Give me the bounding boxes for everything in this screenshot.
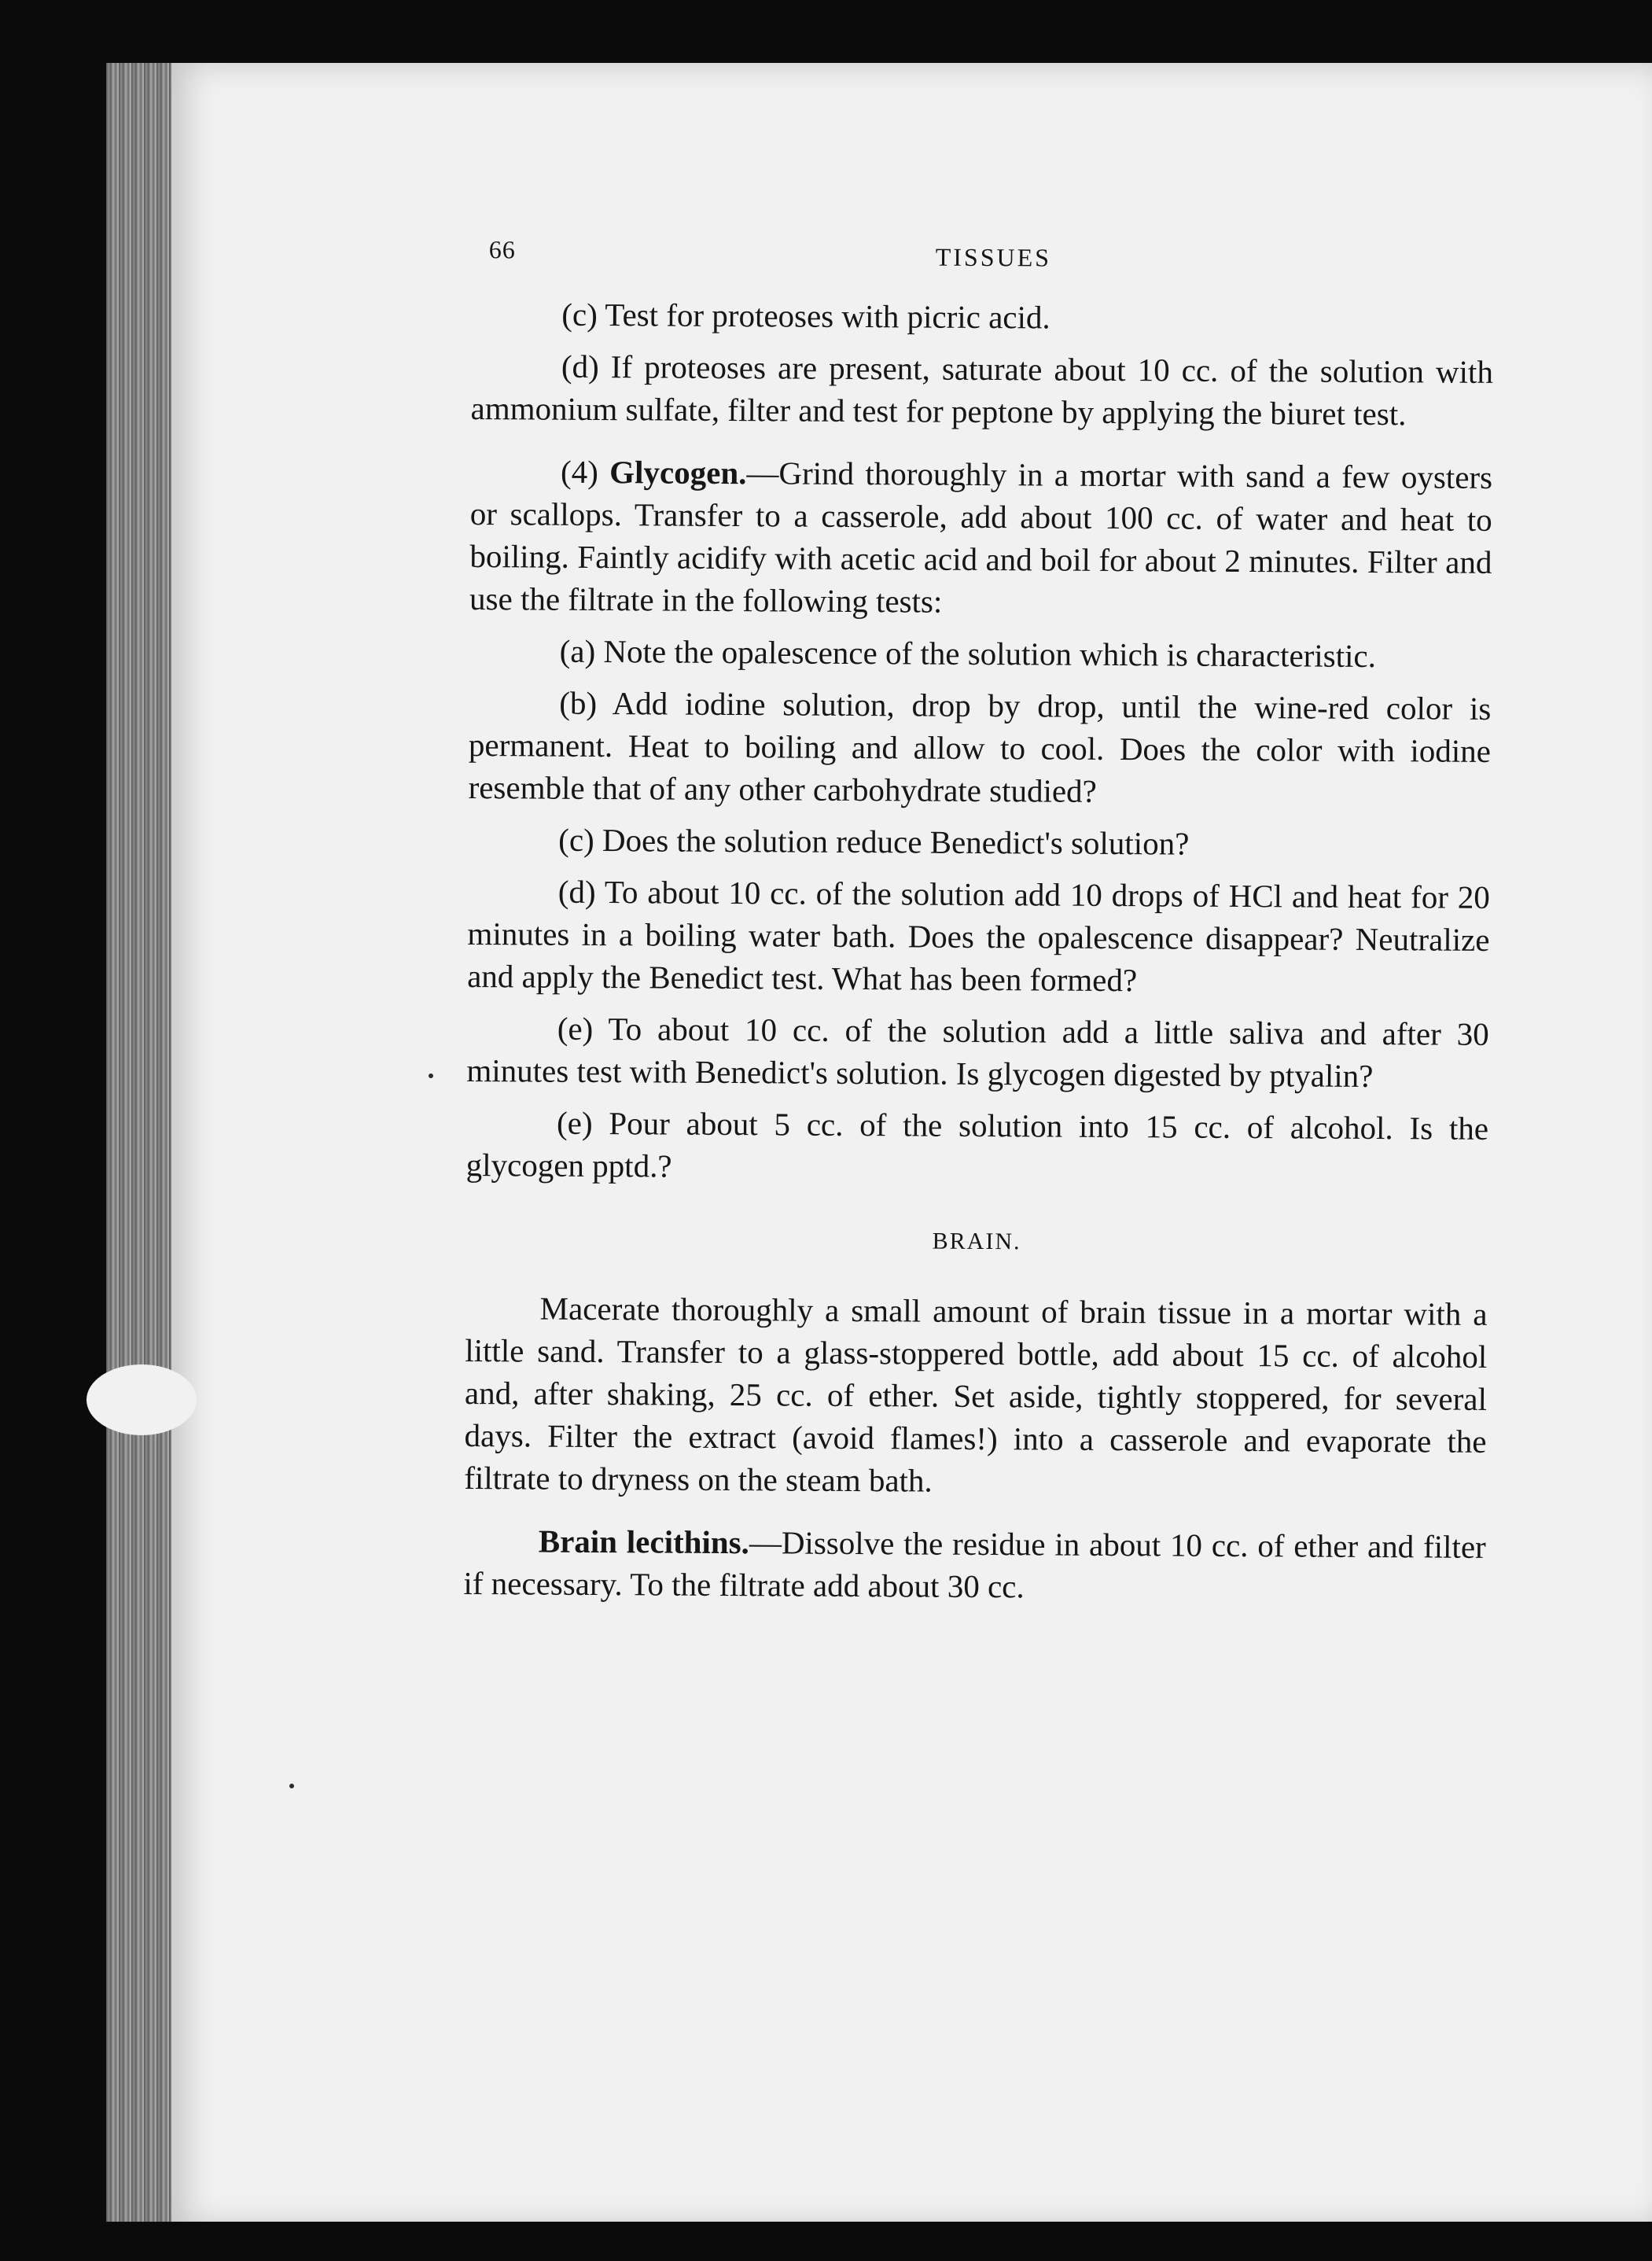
page-tear-mark [86,1364,197,1435]
page-number: 66 [488,235,516,264]
speck-mark [429,1073,433,1078]
running-head [472,228,1494,282]
lecithins-heading: Brain lecithins. [538,1523,750,1561]
paragraph-e-saliva: (e) To about 10 cc. of the solution add a little saliva and after 30 minutes test with Benedict's solution. Is glycogen digested by ptyalin? [466,1010,1489,1095]
glycogen-heading: Glycogen. [609,454,747,492]
running-title: TISSUES [935,242,1052,272]
paragraph-c-benedict: (c) Does the solution reduce Benedict's solution? [558,821,1190,862]
paragraph-e-alcohol: (e) Pour about 5 cc. of the solution into 15 cc. of alcohol. Is the glycogen pptd.? [465,1104,1489,1184]
paragraph-b-iodine: (b) Add iodine solution, drop by drop, until the wine-red color is permanent. Heat to boiling and allow to cool. Does the color with iodine resemble that of any other carbohydrate studied? [468,684,1492,809]
glycogen-label: (4) [560,453,599,490]
lecithins-text: —Dissolve the residue in about 10 cc. of ether and filter if necessary. To the filtrate add about 30 cc. [463,1524,1486,1605]
paragraph-d-hcl: (d) To about 10 cc. of the solution add 10 drops of HCl and heat for 20 minutes in a boiling water bath. Does the opalescence disappear? Neutralize and apply the Benedict test. What has been formed? [467,873,1490,999]
section-heading-brain: BRAIN. [932,1228,1021,1255]
glycogen-text: —Grind thoroughly in a mortar with sand a few oysters or scallops. Transfer to a casserole, add about 100 cc. of water and heat to boiling. Faintly acidify with acetic acid and boil for about 2 minutes. Filter and use the filtrate in the following tests: [469,455,1493,620]
text-block [463,228,1494,1620]
paragraph-d-peptone: (d) If proteoses are present, saturate about 10 cc. of the solution with ammonium sulfate, filter and test for peptone by applying the biuret test. [470,348,1494,433]
paragraph-a-opalescence: (a) Note the opalescence of the solution which is characteristic. [559,632,1377,675]
speck-mark [289,1784,294,1788]
paragraph-glycogen [469,450,1492,626]
paragraph-brain-lecithins [463,1519,1486,1611]
scan-bottom-border [0,2222,1652,2261]
paragraph-c-proteoses: (c) Test for proteoses with picric acid. [561,296,1050,336]
paragraph-brain-macerate: Macerate thoroughly a small amount of brain tissue in a mortar with a little sand. Transfer to a glass-stoppered bottle, add about 15 cc. of alcohol and, after shaking, 25 cc. of ether. Set aside, tightly stoppered, for several days. Filter the extract (avoid flames!) into a casserole and evaporate the filtrate to dryness on the steam bath. [464,1290,1488,1499]
